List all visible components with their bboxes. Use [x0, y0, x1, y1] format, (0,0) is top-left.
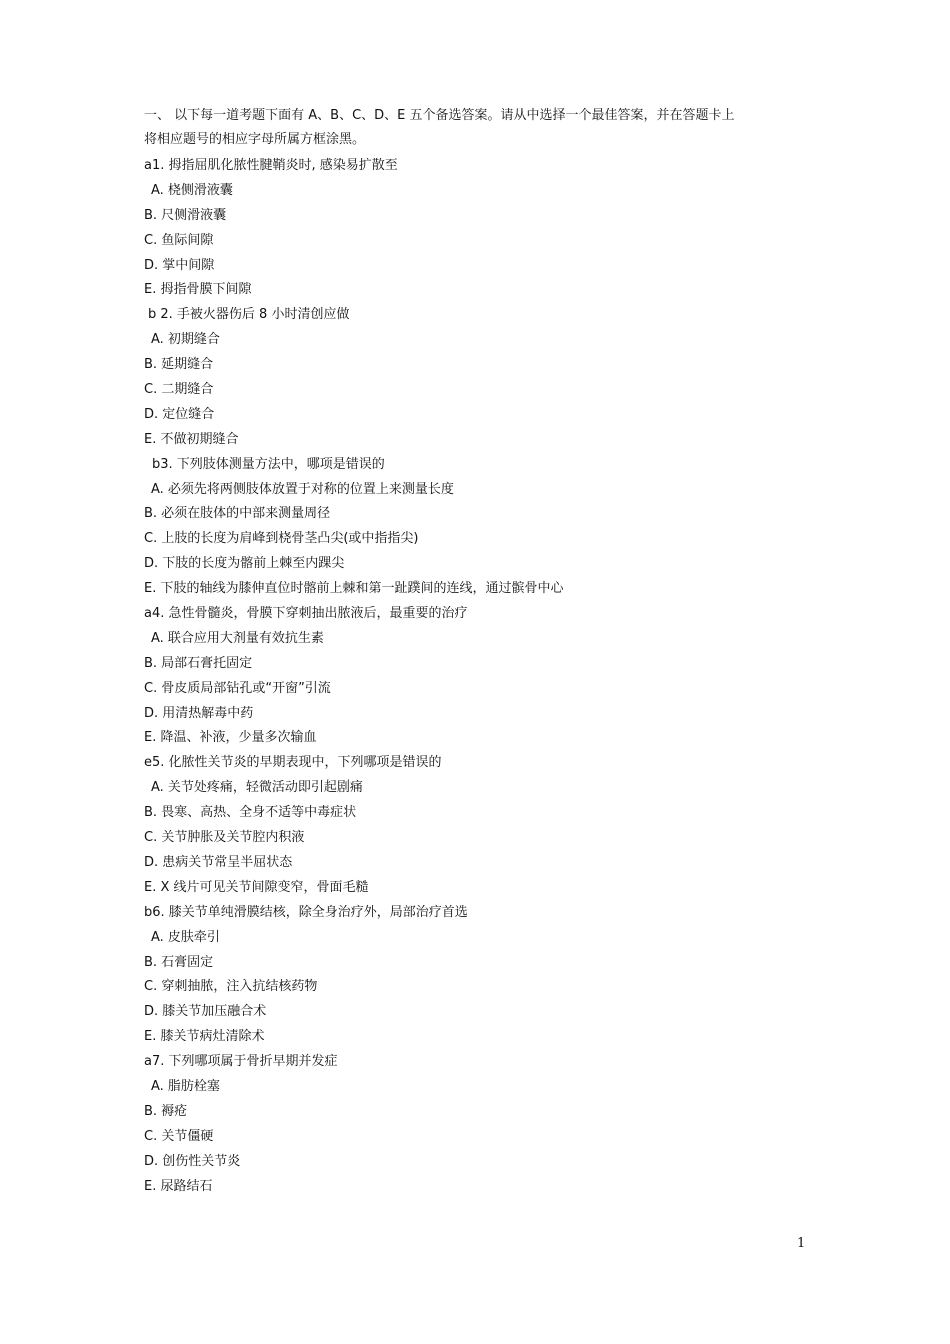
question-6	[144, 901, 806, 1050]
question-stem: a7. 下列哪项属于骨折早期并发症	[144, 1054, 338, 1070]
question-stem: e5. 化脓性关节炎的早期表现中，下列哪项是错误的	[144, 755, 442, 771]
option-e: E. X 线片可见关节间隙变窄，骨面毛糙	[144, 879, 369, 895]
instructions-line-1: 一、 以下每一道考题下面有 A、B、C、D、E 五个备选答案。请从中选择一个最佳答案，并在答题卡上	[144, 108, 735, 123]
option-d: D. 创伤性关节炎	[144, 1153, 241, 1169]
option-c: C. 关节肿胀及关节腔内积液	[144, 830, 305, 846]
question-stem: b3. 下列肢体测量方法中，哪项是错误的	[152, 456, 385, 472]
option-e: E. 拇指骨膜下间隙	[144, 282, 252, 298]
option-d: D. 用清热解毒中药	[144, 705, 254, 721]
option-d: D. 膝关节加压融合术	[144, 1004, 267, 1020]
option-c: C. 二期缝合	[144, 382, 214, 398]
option-c: C. 骨皮质局部钻孔或“开窗”引流	[144, 680, 331, 696]
option-a: A. 初期缝合	[151, 332, 220, 348]
option-c: C. 关节僵硬	[144, 1128, 214, 1144]
instructions	[144, 104, 806, 152]
option-a: A. 皮肤牵引	[151, 929, 220, 945]
option-d: D. 定位缝合	[144, 406, 215, 422]
option-c: C. 穿刺抽脓，注入抗结核药物	[144, 979, 318, 995]
option-c: C. 上肢的长度为肩峰到桡骨茎凸尖(或中指指尖)	[144, 531, 419, 547]
option-d: D. 下肢的长度为髂前上棘至内踝尖	[144, 556, 345, 572]
option-d: D. 患病关节常呈半屈状态	[144, 854, 293, 870]
question-7	[144, 1050, 806, 1199]
option-b: B. 尺侧滑液囊	[144, 207, 227, 223]
option-a: A. 脂肪栓塞	[151, 1078, 220, 1094]
question-stem: b 2. 手被火器伤后 8 小时清创应做	[148, 307, 350, 323]
option-e: E. 下肢的轴线为膝伸直位时髂前上棘和第一趾蹼间的连线，通过髌骨中心	[144, 581, 564, 597]
option-a: A. 关节处疼痛，轻微活动即引起剧痛	[151, 780, 363, 796]
option-b: B. 必须在肢体的中部来测量周径	[144, 506, 331, 522]
option-b: B. 延期缝合	[144, 357, 214, 373]
option-a: A. 桡侧滑液囊	[151, 182, 233, 198]
option-e: E. 尿路结石	[144, 1178, 213, 1194]
option-e: E. 不做初期缝合	[144, 431, 239, 447]
option-b: B. 石膏固定	[144, 954, 214, 970]
question-2	[144, 303, 806, 452]
question-4	[144, 602, 806, 751]
question-3	[144, 453, 806, 602]
question-stem: a1. 拇指屈肌化脓性腱鞘炎时, 感染易扩散至	[144, 158, 398, 173]
question-5	[144, 751, 806, 900]
question-stem: a4. 急性骨髓炎，骨膜下穿刺抽出脓液后，最重要的治疗	[144, 606, 468, 622]
question-stem: b6. 膝关节单纯滑膜结核，除全身治疗外，局部治疗首选	[144, 904, 468, 920]
document-body	[144, 104, 806, 1199]
option-a: A. 必须先将两侧肢体放置于对称的位置上来测量长度	[151, 481, 454, 497]
option-b: B. 畏寒、高热、全身不适等中毒症状	[144, 805, 357, 821]
option-e: E. 降温、补液，少量多次输血	[144, 730, 317, 746]
option-c: C. 鱼际间隙	[144, 232, 214, 248]
instructions-line-2: 将相应题号的相应字母所属方框涂黑。	[144, 132, 366, 147]
option-a: A. 联合应用大剂量有效抗生素	[151, 630, 324, 646]
option-d: D. 掌中间隙	[144, 257, 215, 273]
option-b: B. 局部石膏托固定	[144, 655, 253, 671]
option-b: B. 褥疮	[144, 1103, 188, 1119]
question-1	[144, 154, 806, 303]
option-e: E. 膝关节病灶清除术	[144, 1029, 265, 1045]
page-number: 1	[797, 1236, 806, 1251]
